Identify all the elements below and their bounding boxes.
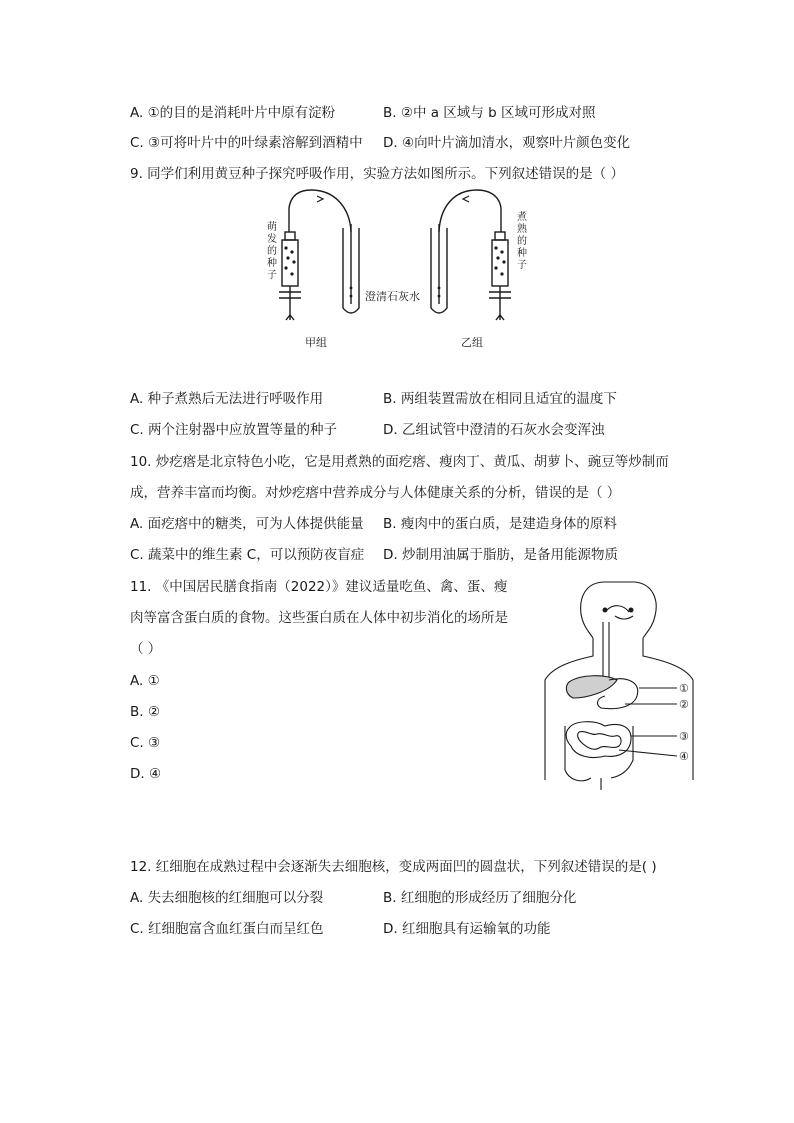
right-seed-label-char: 种 bbox=[517, 248, 527, 259]
q8-option-d: D. ④向叶片滴加清水，观察叶片颜色变化 bbox=[383, 135, 631, 151]
left-seed-label-char: 子 bbox=[267, 270, 277, 281]
organ-label-4: ④ bbox=[679, 750, 689, 763]
q11-option-b: B. ② bbox=[130, 704, 160, 720]
organ-label-3: ③ bbox=[679, 730, 689, 743]
q11-stem-line1: 11. 《中国居民膳食指南（2022）》建议适量吃鱼、禽、蛋、瘦 bbox=[130, 579, 508, 595]
limewater-label: 澄清石灰水 bbox=[365, 290, 420, 303]
q10-option-b: B. 瘦肉中的蛋白质，是建造身体的原料 bbox=[383, 516, 617, 532]
left-seed-label bbox=[267, 220, 277, 281]
digestive-system-figure bbox=[535, 580, 710, 792]
q9-option-a: A. 种子煮熟后无法进行呼吸作用 bbox=[130, 391, 324, 407]
right-seed-label bbox=[517, 210, 528, 271]
right-seed-label-char: 的 bbox=[517, 236, 527, 247]
left-seed-label-char: 种 bbox=[267, 258, 277, 269]
q11-option-a: A. ① bbox=[130, 673, 160, 689]
q11-option-d: D. ④ bbox=[130, 766, 162, 782]
respiration-experiment-figure bbox=[255, 188, 535, 358]
q9-option-b: B. 两组装置需放在相同且适宜的温度下 bbox=[383, 391, 617, 407]
left-seed-label-char: 的 bbox=[267, 246, 277, 257]
q10-option-c: C. 蔬菜中的维生素 C，可以预防夜盲症 bbox=[130, 547, 365, 563]
left-seed-label-char: 萌 bbox=[267, 222, 277, 233]
q12-stem: 12. 红细胞在成熟过程中会逐渐失去细胞核，变成两面凹的圆盘状，下列叙述错误的是( ) bbox=[130, 859, 657, 875]
q12-option-b: B. 红细胞的形成经历了细胞分化 bbox=[383, 890, 577, 906]
q10-option-a: A. 面疙瘩中的糖类，可为人体提供能量 bbox=[130, 516, 364, 532]
right-seed-label-char: 熟 bbox=[517, 224, 527, 235]
left-seed-label-char: 发 bbox=[267, 234, 277, 245]
q9-option-c: C. 两个注射器中应放置等量的种子 bbox=[130, 422, 338, 438]
q10-stem-line2: 成，营养丰富而均衡。对炒疙瘩中营养成分与人体健康关系的分析，错误的是（ ） bbox=[130, 485, 621, 501]
q10-stem-line1: 10. 炒疙瘩是北京特色小吃，它是用煮熟的面疙瘩、瘦肉丁、黄瓜、胡萝卜、豌豆等炒制而 bbox=[130, 454, 669, 470]
right-seed-label-char: 子 bbox=[517, 260, 527, 271]
q12-option-c: C. 红细胞富含血红蛋白而呈红色 bbox=[130, 921, 324, 937]
q9-option-d: D. 乙组试管中澄清的石灰水会变浑浊 bbox=[383, 422, 605, 438]
q10-option-d: D. 炒制用油属于脂肪，是备用能源物质 bbox=[383, 547, 618, 563]
q8-option-c: C. ③可将叶片中的叶绿素溶解到酒精中 bbox=[130, 135, 363, 151]
organ-label-2: ② bbox=[679, 698, 689, 711]
q8-option-a: A. ①的目的是消耗叶片中原有淀粉 bbox=[130, 105, 336, 121]
q11-option-c: C. ③ bbox=[130, 735, 161, 751]
q11-stem-line2: 肉等富含蛋白质的食物。这些蛋白质在人体中初步消化的场所是 bbox=[130, 610, 508, 626]
organ-label-1: ① bbox=[679, 682, 689, 695]
q12-option-a: A. 失去细胞核的红细胞可以分裂 bbox=[130, 890, 324, 906]
q8-option-b: B. ②中 a 区域与 b 区域可形成对照 bbox=[383, 105, 596, 121]
group-a-label: 甲组 bbox=[305, 336, 327, 349]
q12-option-d: D. 红细胞具有运输氧的功能 bbox=[383, 921, 551, 937]
right-seed-label-char: 煮 bbox=[517, 212, 527, 223]
q11-stem-line3: （ ） bbox=[130, 641, 162, 657]
group-b-label: 乙组 bbox=[461, 336, 483, 349]
q9-stem: 9. 同学们利用黄豆种子探究呼吸作用，实验方法如图所示。下列叙述错误的是（ ） bbox=[130, 166, 624, 182]
